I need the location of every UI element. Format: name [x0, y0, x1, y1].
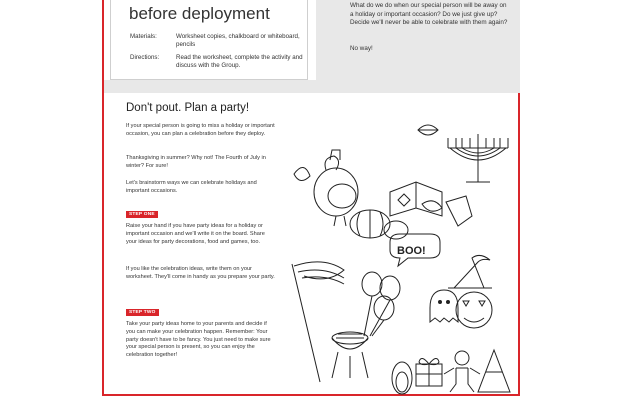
section-heading: Don't pout. Plan a party! — [126, 102, 250, 114]
step-two-paragraph: Take your party ideas home to your parents and decide if you can make your celebration happen. Remember: Your party doesn't have to be fancy. You just need to make sure your special person is present, so you can enjoy the celebration together! — [126, 321, 271, 359]
activity-title: before deployment — [129, 4, 270, 23]
brainstorm-paragraph: Let's brainstorm ways we can celebrate holidays and important occasions. — [126, 180, 257, 194]
grill-icon — [332, 332, 368, 378]
gift-icon — [416, 358, 442, 386]
ghost-icon — [430, 290, 458, 322]
directions-label: Directions: — [130, 54, 160, 61]
question-answer: No way! — [350, 45, 373, 52]
boo-text: BOO! — [397, 245, 426, 257]
holiday-paragraph: Thanksgiving in summer? Why not! The Fourth of July in winter? For sure! — [126, 155, 266, 169]
step-two-tag: STEP TWO — [126, 309, 159, 316]
tree-icon — [478, 350, 510, 392]
step-one-paragraph: Raise your hand if you have party ideas for a holiday or important occasion and we'll write it on the board. Share your ideas for party decorations, food and games, too. — [126, 223, 265, 245]
gingerbread-icon — [444, 351, 480, 392]
leaf-icon — [422, 201, 442, 211]
leaf-icon — [418, 125, 438, 135]
directions-value: Read the worksheet, complete the activity and discuss with the Group. — [176, 54, 303, 69]
holiday-illustration — [290, 112, 518, 396]
menorah-icon — [448, 134, 508, 182]
worksheet-page — [102, 0, 520, 396]
step-one-followup: If you like the celebration ideas, write them on your worksheet. They'll come in handy as you prepare your party. — [126, 266, 275, 280]
materials-label: Materials: — [130, 33, 157, 40]
question-panel — [316, 0, 520, 93]
witch-hat-icon — [448, 255, 492, 288]
jack-o-lantern-icon — [456, 292, 492, 328]
balloon-icon — [362, 272, 400, 336]
header-band — [104, 80, 316, 93]
pumpkin-icon — [350, 210, 408, 239]
question-text: What do we do when our special person will be away on a holiday or important occasion? Do we just give up? Decide we'll never be able to celebrate with them again? — [350, 2, 508, 26]
intro-paragraph: If your special person is going to miss a holiday or important occasion, you can plan a celebration before they deploy. — [126, 123, 275, 137]
step-one-tag: STEP ONE — [126, 211, 158, 218]
turkey-icon — [314, 150, 358, 226]
penguin-icon — [392, 362, 412, 394]
flag-icon — [292, 262, 344, 382]
activity-header-panel — [110, 0, 308, 80]
materials-value: Worksheet copies, chalkboard or whiteboard, pencils — [176, 33, 300, 48]
dreidel-icon — [446, 196, 472, 226]
leaf-icon — [294, 167, 310, 180]
